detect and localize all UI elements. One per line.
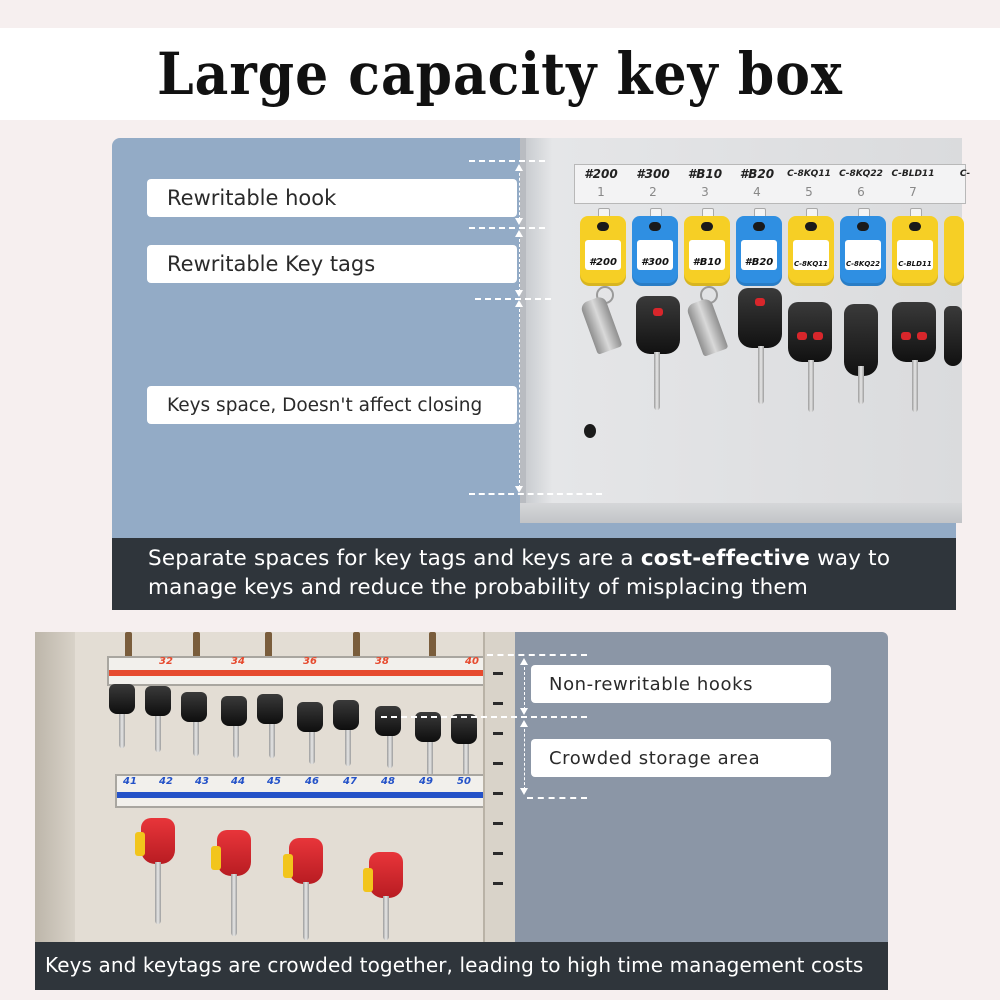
strip-number: 3 <box>701 185 709 199</box>
rail-number: 42 <box>159 776 173 787</box>
guide-line <box>487 654 587 656</box>
black-key-fob <box>145 686 171 716</box>
key-tag-label: #B20 <box>741 240 777 270</box>
key-tag <box>580 216 626 286</box>
dimension-line <box>524 724 525 790</box>
key-tag <box>944 216 964 286</box>
black-key-fob <box>375 706 401 736</box>
yellow-key-clip <box>135 832 145 856</box>
rail-number: 34 <box>231 656 245 667</box>
key-blade <box>155 716 161 752</box>
key-tag-label: #200 <box>585 240 621 270</box>
caption-text: Separate spaces for key tags and keys are a <box>148 546 641 571</box>
crowded-cabinet-photo <box>35 632 513 942</box>
black-key-fob <box>257 694 283 724</box>
guide-line <box>381 716 587 718</box>
arrow-up-icon <box>520 720 528 727</box>
rail-number: 49 <box>419 776 433 787</box>
red-key-fob <box>141 818 175 864</box>
red-key-fob <box>369 852 403 898</box>
remote-key-fob <box>944 306 962 366</box>
black-key-fob <box>181 692 207 722</box>
metal-key <box>686 297 729 357</box>
hook-rail-top <box>107 656 491 686</box>
callout-crowded-storage: Crowded storage area <box>531 739 831 777</box>
yellow-key-clip <box>211 846 221 870</box>
arrow-down-icon <box>515 290 523 297</box>
label-strip <box>574 164 971 204</box>
hook-pin <box>125 632 132 658</box>
black-key-fob <box>297 702 323 732</box>
key-tag <box>892 216 938 286</box>
strip-number: 5 <box>805 185 813 199</box>
strip-number: 7 <box>909 185 917 199</box>
callout-non-rewritable-hooks: Non-rewritable hooks <box>531 665 831 703</box>
bolt-hole <box>584 424 596 438</box>
rail-band <box>109 670 489 676</box>
key-blade <box>193 722 199 756</box>
key-blade <box>303 882 309 940</box>
rail-number: 36 <box>303 656 317 667</box>
rail-number: 43 <box>195 776 209 787</box>
guide-line <box>469 160 545 162</box>
black-key-fob <box>451 714 477 744</box>
key-blade <box>858 366 864 404</box>
key-blade <box>387 736 393 768</box>
metal-key <box>580 295 623 355</box>
guide-line <box>527 797 587 799</box>
hook-pin <box>265 632 272 658</box>
caption-text: way to manage keys and reduce the probability of misplacing them <box>148 546 891 600</box>
yellow-key-clip <box>363 868 373 892</box>
strip-label: C-BLD11 <box>891 169 935 179</box>
dimension-line <box>519 168 520 220</box>
key-tag <box>632 216 678 286</box>
key-tag-label: #B10 <box>689 240 725 270</box>
dimension-line <box>524 662 525 710</box>
key-blade <box>758 346 764 404</box>
title-band <box>0 28 1000 120</box>
arrow-up-icon <box>520 658 528 665</box>
callout-keys-space: Keys space, Doesn't affect closing <box>147 386 517 424</box>
cabinet-frame <box>520 503 962 523</box>
key-tag <box>684 216 730 286</box>
rail-number: 48 <box>381 776 395 787</box>
arrow-up-icon <box>515 300 523 307</box>
arrow-up-icon <box>515 230 523 237</box>
key-blade <box>808 360 814 412</box>
strip-label: #B10 <box>687 167 723 181</box>
black-key-fob <box>333 700 359 730</box>
guide-line <box>469 227 545 229</box>
rail-number: 41 <box>123 776 137 787</box>
key-tag <box>788 216 834 286</box>
key-blade <box>463 744 469 776</box>
remote-key-fob <box>788 302 832 362</box>
strip-label: #B20 <box>739 167 775 181</box>
hook-pin <box>193 632 200 658</box>
strip-label: C-8KQ11 <box>787 169 831 179</box>
key-tag-label: #300 <box>637 240 673 270</box>
strip-number: 6 <box>857 185 865 199</box>
key-cabinet-photo <box>520 138 971 523</box>
red-key-fob <box>289 838 323 884</box>
callout-rewritable-hook: Rewritable hook <box>147 179 517 217</box>
strip-label: C-8KQ22 <box>839 169 883 179</box>
black-key-fob <box>221 696 247 726</box>
hook-rail-bottom <box>115 774 489 808</box>
strip-number: 4 <box>753 185 761 199</box>
panel1-caption <box>112 538 956 610</box>
hook-pin <box>429 632 436 658</box>
key-tag-label: C-8KQ11 <box>793 240 829 270</box>
rail-band <box>117 792 487 798</box>
key-blade <box>233 726 239 758</box>
guide-line <box>469 493 602 495</box>
black-key-fob <box>109 684 135 714</box>
strip-number: 1 <box>597 185 605 199</box>
red-key-fob <box>217 830 251 876</box>
key-blade <box>119 714 125 748</box>
key-blade <box>427 742 433 776</box>
key-blade <box>383 896 389 940</box>
caption-highlight: cost-effective <box>640 546 811 571</box>
arrow-down-icon <box>515 218 523 225</box>
cabinet-door <box>35 632 75 942</box>
remote-key-fob <box>738 288 782 348</box>
hook-pin <box>353 632 360 658</box>
key-blade <box>345 730 351 766</box>
arrow-down-icon <box>520 788 528 795</box>
yellow-key-clip <box>283 854 293 878</box>
arrow-down-icon <box>520 708 528 715</box>
rail-number: 47 <box>343 776 357 787</box>
traditional-keybox-panel <box>35 632 888 990</box>
key-tag-label: C-8KQ22 <box>845 240 881 270</box>
dimension-line <box>519 234 520 292</box>
page-title: Large capacity key box <box>157 39 843 109</box>
strip-label: C- <box>959 169 971 179</box>
key-tag-label: C-BLD11 <box>897 240 933 270</box>
strip-number: 2 <box>649 185 657 199</box>
key-blade <box>269 724 275 758</box>
rail-number: 32 <box>159 656 173 667</box>
key-blade <box>231 874 237 936</box>
rewritable-keybox-panel <box>112 138 971 610</box>
callout-rewritable-key-tags: Rewritable Key tags <box>147 245 517 283</box>
key-blade <box>309 732 315 764</box>
rail-number: 45 <box>267 776 281 787</box>
arrow-down-icon <box>515 486 523 493</box>
rail-number: 44 <box>231 776 245 787</box>
rail-number: 46 <box>305 776 319 787</box>
cabinet-side-wall <box>483 632 515 942</box>
key-blade <box>654 352 660 410</box>
strip-label: #300 <box>636 167 670 181</box>
rail-number: 38 <box>375 656 389 667</box>
rail-number: 40 <box>465 656 479 667</box>
key-blade <box>912 360 918 412</box>
panel2-caption: Keys and keytags are crowded together, leading to high time management costs <box>35 942 888 990</box>
remote-key-fob <box>892 302 936 362</box>
guide-line <box>475 298 551 300</box>
arrow-up-icon <box>515 164 523 171</box>
strip-label: #200 <box>584 167 618 181</box>
remote-key-fob <box>636 296 680 354</box>
dimension-line <box>519 304 520 488</box>
key-tag <box>840 216 886 286</box>
key-blade <box>155 862 161 924</box>
key-tag <box>736 216 782 286</box>
rail-number: 50 <box>457 776 471 787</box>
